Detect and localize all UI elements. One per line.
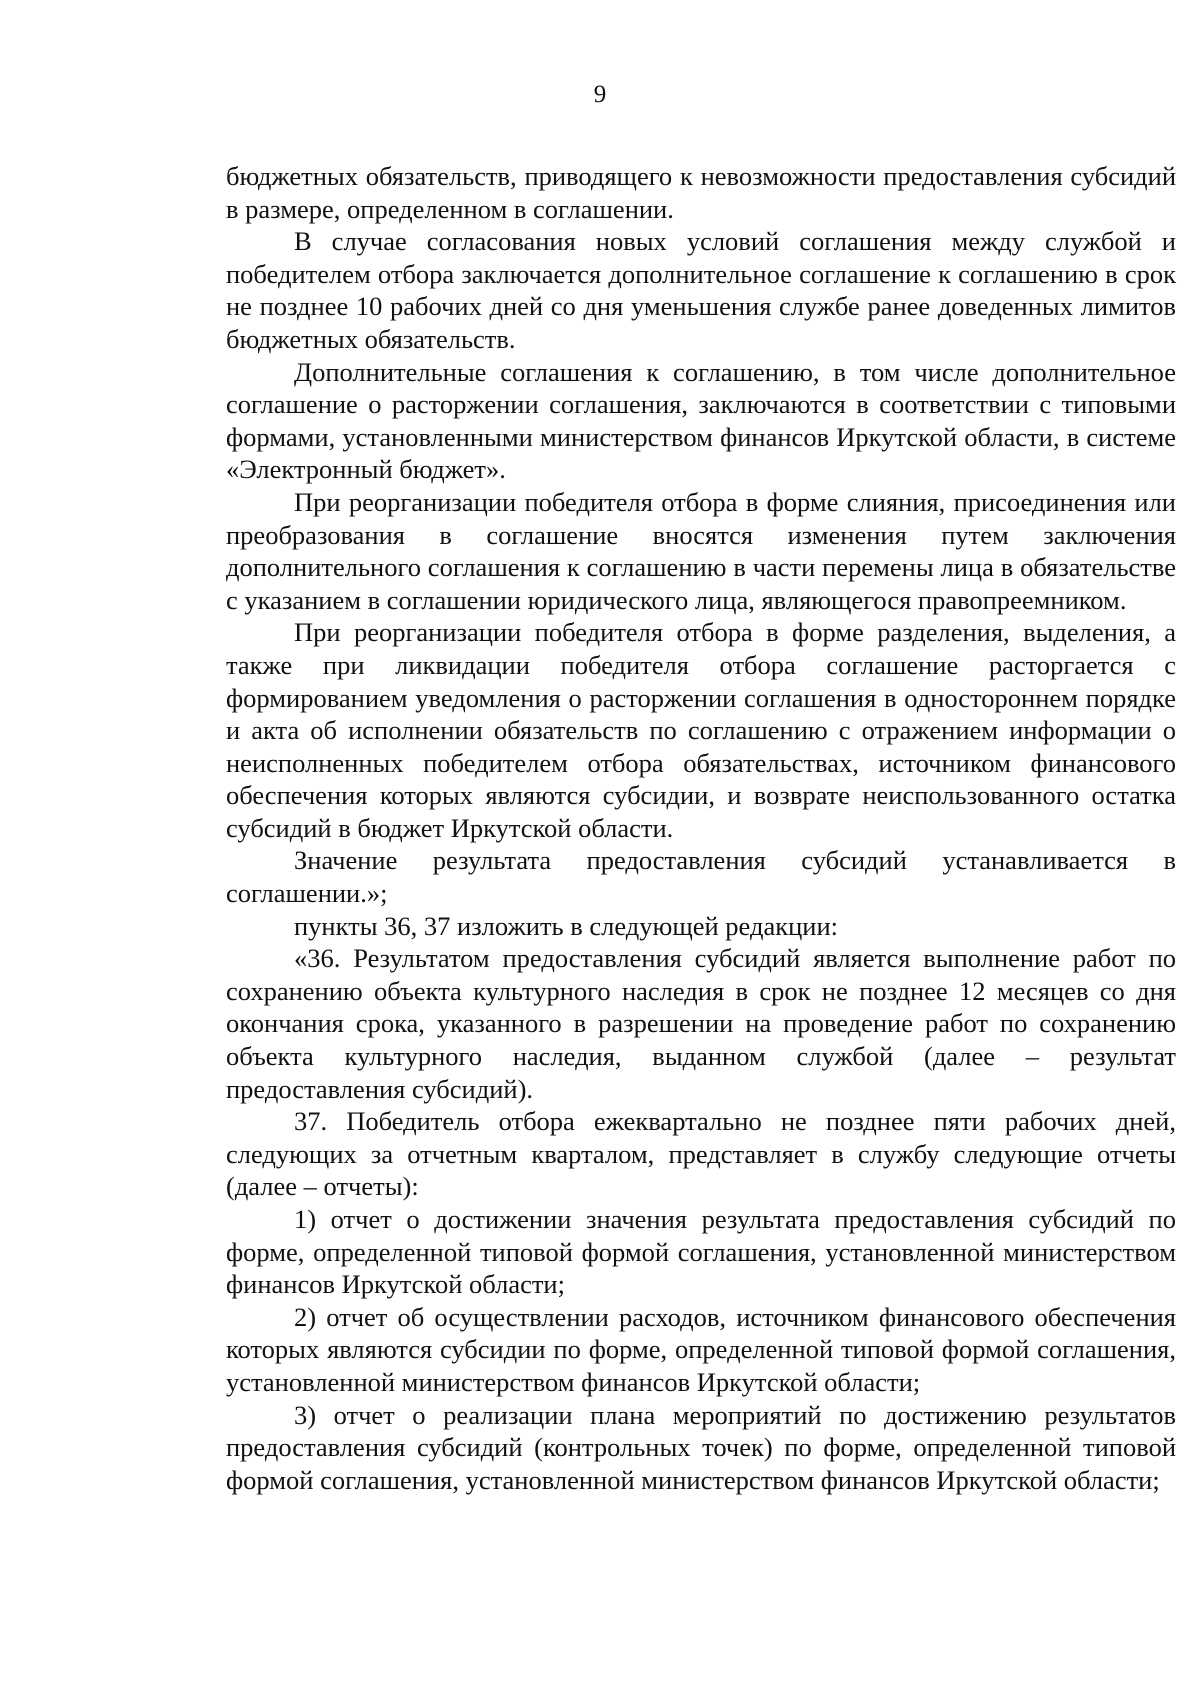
paragraph-report-3: 3) отчет о реализации плана мероприятий по достижению результатов предоставления субсидий (контрольных точек) по форме, определенной типовой формой соглашения, установленной министерством финансов Иркутской области;	[226, 1399, 1176, 1495]
paragraph-additional-agreements: Дополнительные соглашения к соглашению, в том числе дополнительное соглашение о расторжении соглашения, заключаются в соответствии с типовыми формами, установленными министерством финансов Иркутской области, в системе «Электронный бюджет».	[226, 356, 1176, 485]
paragraph-report-1: 1) отчет о достижении значения результата предоставления субсидий по форме, определенной типовой формой соглашения, установленной министерством финансов Иркутской области;	[226, 1204, 1176, 1300]
paragraph-new-conditions: В случае согласования новых условий соглашения между службой и победителем отбора заключается дополнительное соглашение к соглашению в срок не позднее 10 рабочих дней со дня уменьшения службе ранее доведенных лимитов бюджетных обязательств.	[226, 226, 1176, 354]
paragraph-item-36: «36. Результатом предоставления субсидий является выполнение работ по сохранению объекта культурного наследия в срок не позднее 12 месяцев со дня окончания срока, указанного в разрешении на проведение работ по сохранению объекта культурного наследия, выданном службой (далее – результат предоставления субсидий).	[226, 943, 1176, 1104]
paragraph-continuation: бюджетных обязательств, приводящего к невозможности предоставления субсидий в размере, определенном в соглашении.	[226, 161, 1176, 224]
paragraph-reorganization-merger: При реорганизации победителя отбора в форме слияния, присоединения или преобразования в соглашение вносятся изменения путем заключения дополнительного соглашения к соглашению в части перемены лица в обязательстве с указанием в соглашении юридического лица, являющегося правопреемником.	[226, 486, 1176, 615]
document-body	[226, 160, 1176, 1496]
paragraph-item-37: 37. Победитель отбора ежеквартально не позднее пяти рабочих дней, следующих за отчетным кварталом, представляет в службу следующие отчеты (далее – отчеты):	[226, 1106, 1176, 1202]
page-number: 9	[593, 81, 607, 108]
paragraph-amendment-items: пункты 36, 37 изложить в следующей редакции:	[294, 910, 839, 941]
paragraph-reorganization-division: При реорганизации победителя отбора в форме разделения, выделения, а также при ликвидации победителя отбора соглашение расторгается с формированием уведомления о расторжении соглашения в одностороннем порядке и акта об исполнении обязательств по соглашению с отражением информации о неисполненных победителем отбора обязательствах, источником финансового обеспечения которых являются субсидии, и возврате неиспользованного остатка субсидий в бюджет Иркутской области.	[226, 617, 1176, 843]
paragraph-report-2: 2) отчет об осуществлении расходов, источником финансового обеспечения которых являются субсидии по форме, определенной типовой формой соглашения, установленной министерством финансов Иркутской области;	[226, 1301, 1176, 1397]
paragraph-result-value: Значение результата предоставления субсидий устанавливается в соглашении.»;	[226, 845, 1176, 909]
